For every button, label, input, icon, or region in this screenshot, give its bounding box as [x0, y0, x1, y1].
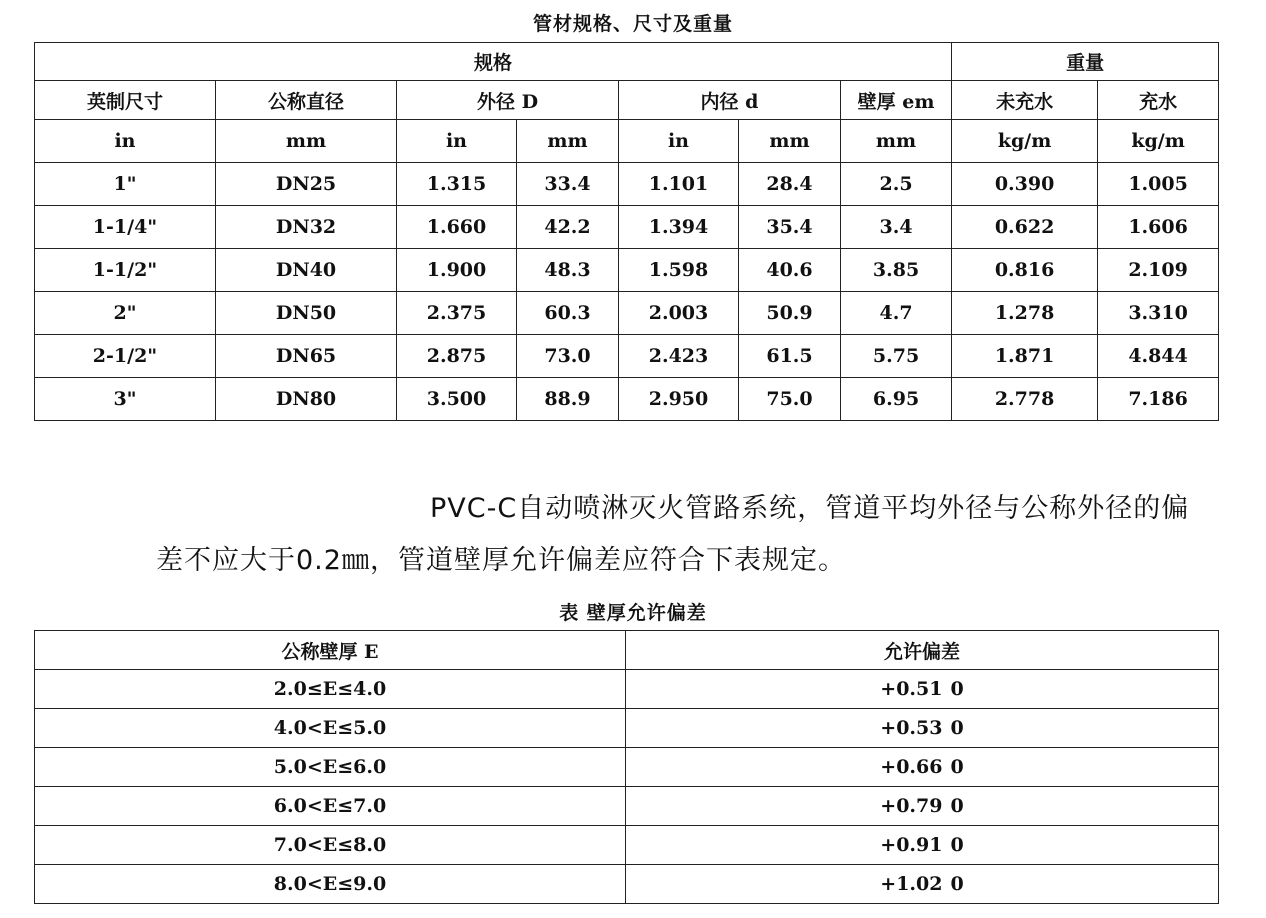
table-cell: 61.5: [739, 335, 841, 378]
unit-cell: mm: [216, 120, 397, 163]
deviation-cell: [626, 865, 1219, 904]
table-cell: 6.95: [841, 378, 952, 421]
thickness-range-cell: 7.0<E≤8.0: [35, 826, 626, 865]
table-cell: 5.75: [841, 335, 952, 378]
table-cell: 2.875: [397, 335, 517, 378]
deviation-upper: +1.02: [880, 873, 943, 895]
table-cell: 3.85: [841, 249, 952, 292]
table-row: [35, 670, 1219, 709]
deviation-cell: [626, 826, 1219, 865]
table-row: [35, 163, 1219, 206]
table-cell: 7.186: [1098, 378, 1219, 421]
table-cell: 33.4: [517, 163, 619, 206]
deviation-lower: 0: [950, 834, 964, 856]
table-cell: 40.6: [739, 249, 841, 292]
paragraph-line-2: 差不应大于0.2㎜，管道壁厚允许偏差应符合下表规定。: [156, 545, 846, 576]
table-cell: 1-1/2": [35, 249, 216, 292]
deviation-lower: 0: [950, 795, 964, 817]
table-cell: DN40: [216, 249, 397, 292]
deviation-lower: 0: [950, 678, 964, 700]
table-cell: 4.844: [1098, 335, 1219, 378]
table-row: [35, 249, 1219, 292]
table-cell: 1.315: [397, 163, 517, 206]
unit-cell: mm: [841, 120, 952, 163]
col-header-imperial-size: 英制尺寸: [35, 81, 216, 120]
table-cell: DN32: [216, 206, 397, 249]
col-header-outer-diameter: 外径 D: [397, 81, 619, 120]
col-header-weight-empty: 未充水: [952, 81, 1098, 120]
col-header-inner-diameter: 内径 d: [619, 81, 841, 120]
unit-cell: in: [619, 120, 739, 163]
thickness-range-cell: 5.0<E≤6.0: [35, 748, 626, 787]
deviation-upper: +0.79: [880, 795, 943, 817]
deviation-upper: +0.51: [880, 678, 943, 700]
wall-thickness-tolerance-table: [34, 630, 1219, 904]
table-cell: DN65: [216, 335, 397, 378]
deviation-cell: [626, 709, 1219, 748]
table-cell: 1.660: [397, 206, 517, 249]
spec-table-title: 管材规格、尺寸及重量: [532, 13, 733, 35]
table-cell: 1.900: [397, 249, 517, 292]
table-cell: 0.622: [952, 206, 1098, 249]
table-row: [35, 787, 1219, 826]
table-cell: 35.4: [739, 206, 841, 249]
paragraph-line-1: PVC-C自动喷淋灭火管路系统，管道平均外径与公称外径的偏: [430, 493, 1190, 524]
pipe-spec-table: [34, 42, 1219, 421]
table-cell: 1.101: [619, 163, 739, 206]
deviation-upper: +0.66: [880, 756, 943, 778]
table-cell: 1.278: [952, 292, 1098, 335]
table-cell: 88.9: [517, 378, 619, 421]
table-cell: 2.5: [841, 163, 952, 206]
unit-cell: in: [35, 120, 216, 163]
table-cell: 0.390: [952, 163, 1098, 206]
table-cell: 60.3: [517, 292, 619, 335]
table-row: [35, 206, 1219, 249]
col-header-nominal-diameter: 公称直径: [216, 81, 397, 120]
table-cell: 75.0: [739, 378, 841, 421]
deviation-cell: [626, 787, 1219, 826]
table-row: [35, 292, 1219, 335]
deviation-cell: [626, 748, 1219, 787]
table-row: [35, 865, 1219, 904]
table-cell: DN50: [216, 292, 397, 335]
table-cell: 2.950: [619, 378, 739, 421]
table-cell: DN25: [216, 163, 397, 206]
table-cell: 28.4: [739, 163, 841, 206]
table-cell: 48.3: [517, 249, 619, 292]
unit-cell: in: [397, 120, 517, 163]
table-cell: 2.778: [952, 378, 1098, 421]
thickness-range-cell: 4.0<E≤5.0: [35, 709, 626, 748]
table-cell: 1.606: [1098, 206, 1219, 249]
thickness-range-cell: 6.0<E≤7.0: [35, 787, 626, 826]
table-cell: DN80: [216, 378, 397, 421]
unit-cell: kg/m: [1098, 120, 1219, 163]
unit-cell: mm: [739, 120, 841, 163]
deviation-lower: 0: [950, 756, 964, 778]
table-cell: 2.375: [397, 292, 517, 335]
table-row: [35, 335, 1219, 378]
table-cell: 2-1/2": [35, 335, 216, 378]
table-cell: 2": [35, 292, 216, 335]
table-cell: 2.109: [1098, 249, 1219, 292]
table-cell: 42.2: [517, 206, 619, 249]
deviation-lower: 0: [950, 873, 964, 895]
table-cell: 4.7: [841, 292, 952, 335]
thickness-range-cell: 2.0≤E≤4.0: [35, 670, 626, 709]
table-cell: 3": [35, 378, 216, 421]
col-header-allowed-deviation: 允许偏差: [626, 631, 1219, 670]
table-cell: 2.003: [619, 292, 739, 335]
table-cell: 1.598: [619, 249, 739, 292]
deviation-upper: +0.53: [880, 717, 943, 739]
table-row: [35, 826, 1219, 865]
table-row: [35, 378, 1219, 421]
col-header-nominal-wall-thickness: 公称壁厚 E: [35, 631, 626, 670]
table-cell: 1-1/4": [35, 206, 216, 249]
col-header-weight-filled: 充水: [1098, 81, 1219, 120]
table-cell: 2.423: [619, 335, 739, 378]
group-header-spec: 规格: [35, 43, 952, 81]
table-cell: 3.4: [841, 206, 952, 249]
table-row: [35, 709, 1219, 748]
thickness-range-cell: 8.0<E≤9.0: [35, 865, 626, 904]
col-header-wall-thickness: 壁厚 em: [841, 81, 952, 120]
unit-cell: kg/m: [952, 120, 1098, 163]
table-cell: 73.0: [517, 335, 619, 378]
deviation-cell: [626, 670, 1219, 709]
unit-cell: mm: [517, 120, 619, 163]
table-cell: 1.005: [1098, 163, 1219, 206]
table-cell: 50.9: [739, 292, 841, 335]
table-cell: 0.816: [952, 249, 1098, 292]
table-cell: 3.310: [1098, 292, 1219, 335]
table-cell: 1.394: [619, 206, 739, 249]
table-cell: 3.500: [397, 378, 517, 421]
deviation-lower: 0: [950, 717, 964, 739]
deviation-upper: +0.91: [880, 834, 943, 856]
table-cell: 1.871: [952, 335, 1098, 378]
table-cell: 1": [35, 163, 216, 206]
table-row: [35, 748, 1219, 787]
group-header-weight: 重量: [952, 43, 1219, 81]
tolerance-table-title: 表 壁厚允许偏差: [559, 602, 707, 624]
